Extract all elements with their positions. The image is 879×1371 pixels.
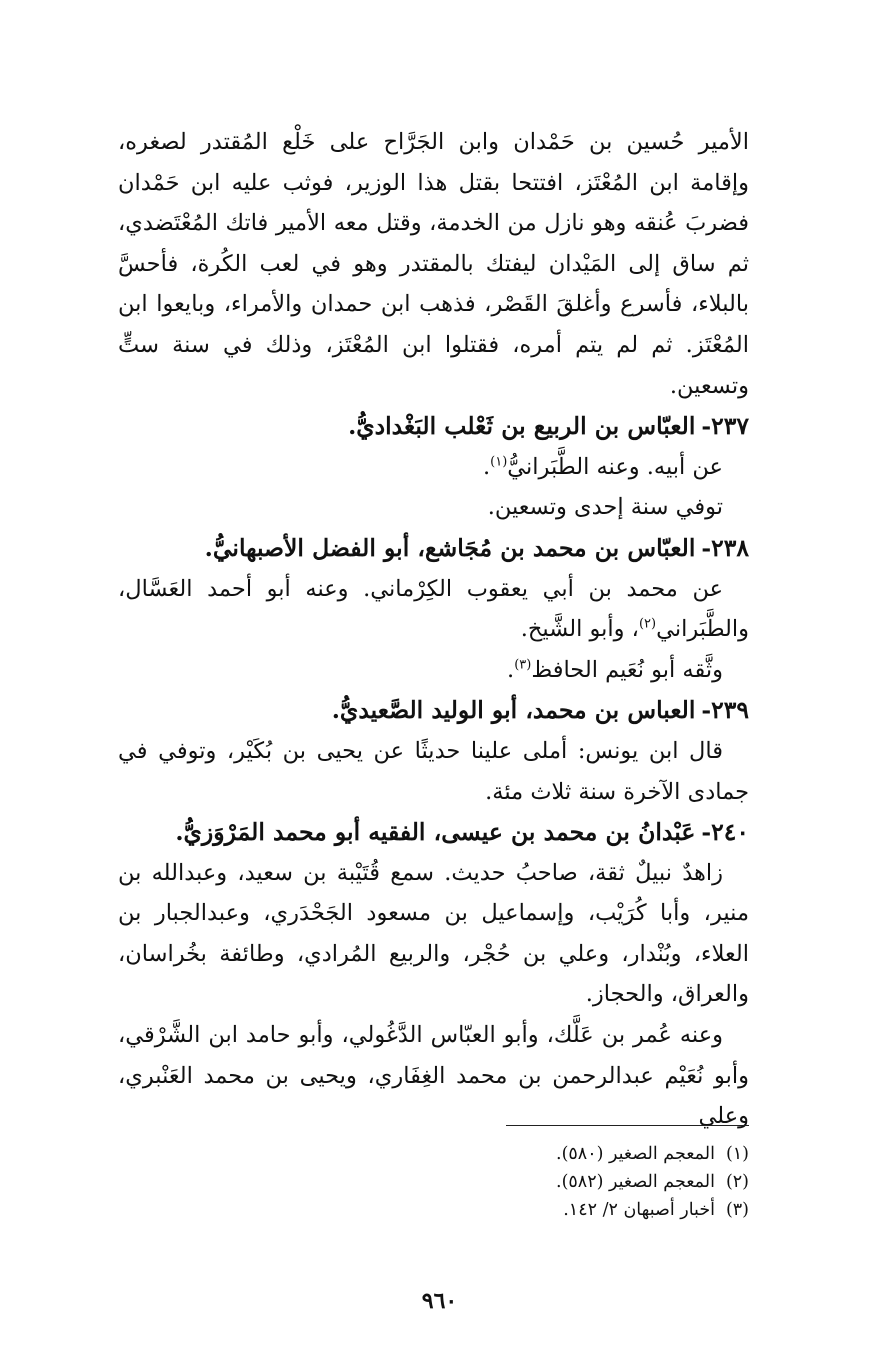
footnote-ref: (٣): [514, 657, 532, 673]
footnote: [289, 1168, 749, 1196]
paragraph: [118, 650, 749, 691]
paragraph-text: عن أبيه. وعنه الطَّبَرانيُّ: [507, 453, 723, 480]
entry-title: العباس بن محمد، أبو الوليد الصَّعيديُّ.: [331, 696, 696, 725]
paragraph: [118, 569, 749, 650]
footnote: [289, 1140, 749, 1168]
footnote-number: (٣): [725, 1200, 749, 1220]
footnote-number: (١): [725, 1144, 749, 1164]
footnote-number: (٢): [725, 1172, 749, 1192]
paragraph-text: الأمير حُسين بن حَمْدان وابن الجَرَّاح على خَلْع المُقتدر لصغره، وإقامة ابن المُعْتَز، افتتحا بقتل هذا الوزير، فوثب عليه ابن حَمْدان فضربَ عُنقه وهو نازل من الخدمة، وقتل معه الأمير فاتك المُعْتَضدي، ثم ساق إلى المَيْدان ليفتك بالمقتدر وهو في لعب الكُرة، فأحسَّ بالبلاء، فأسرع وأغلقَ القَصْر، فذهب ابن حمدان والأمراء، وبايعوا ابن المُعْتَز. ثم لم يتم أمره، فقتلوا ابن المُعْتَز، وذلك في سنة ستٍّ وتسعين.: [118, 129, 749, 399]
page-number: ٩٦٠: [421, 1288, 458, 1314]
entry-number: ٢٣٩-: [701, 696, 749, 725]
footnote-divider: [506, 1125, 749, 1126]
footnote-ref: (٢): [638, 616, 657, 632]
main-text: [118, 122, 749, 1137]
paragraph: [118, 1015, 749, 1137]
paragraph-text: قال ابن يونس: أملى علينا حديثًا عن يحيى بن بُكَيْر، وتوفي في جمادى الآخرة سنة ثلاث مئة.: [118, 737, 749, 805]
paragraph-text: عن محمد بن أبي يعقوب الكِرْماني. وعنه أبو أحمد العَسَّال، والطَّبَراني: [118, 575, 749, 643]
paragraph-text-tail: .: [482, 453, 491, 480]
entry-number: ٢٣٨-: [701, 533, 749, 562]
paragraph: [118, 853, 749, 1015]
footnote-text: المعجم الصغير (٥٨٠).: [556, 1144, 715, 1164]
entry-heading: [118, 812, 749, 853]
entry-number: ٢٣٧-: [701, 412, 749, 441]
paragraph-text: وعنه عُمر بن عَلَّك، وأبو العبّاس الدَّغُولي، وأبو حامد ابن الشَّرْقي، وأبو نُعَيْم عبدالرحمن بن محمد الغِفَاري، ويحيى بن محمد العَنْبري، وعلي: [118, 1022, 749, 1130]
paragraph-text: توفي سنة إحدى وتسعين.: [487, 494, 723, 521]
paragraph-text: وثَّقه أبو نُعَيم الحافظ: [531, 656, 723, 683]
footnotes: [289, 1140, 749, 1224]
entry-title: العبّاس بن محمد بن مُجَاشع، أبو الفضل الأصبهانيُّ.: [204, 533, 696, 562]
paragraph: [118, 487, 749, 528]
footnote-text: أخبار أصبهان ٢/ ١٤٢.: [563, 1200, 715, 1220]
entry-title: عَبْدانُ بن محمد بن عيسى، الفقيه أبو محمد المَرْوَزيُّ.: [175, 818, 696, 847]
paragraph-text-tail: ، وأبو الشَّيخ.: [520, 616, 639, 643]
entry-number: ٢٤٠-: [701, 818, 749, 847]
footnote-ref: (١): [490, 454, 508, 470]
paragraph: [118, 447, 749, 488]
entry-heading: [118, 406, 749, 447]
footnote: [289, 1196, 749, 1224]
paragraph: [118, 731, 749, 812]
entry-heading: [118, 528, 749, 569]
paragraph: [118, 122, 749, 406]
footnote-text: المعجم الصغير (٥٨٢).: [556, 1172, 715, 1192]
entry-heading: [118, 690, 749, 731]
paragraph-text-tail: .: [507, 656, 515, 683]
paragraph-text: زاهدٌ نبيلٌ ثقة، صاحبُ حديث. سمع قُتَيْبة بن سعيد، وعبدالله بن منير، وأبا كُرَيْب، وإسماعيل بن مسعود الجَحْدَري، وعبدالجبار بن العلاء، وبُنْدار، وعلي بن حُجْر، والربيع المُرادي، وطائفة بخُراسان، والعراق، والحجاز.: [118, 859, 749, 1008]
entry-title: العبّاس بن الربيع بن ثَعْلب البَغْداديُّ.: [348, 412, 696, 441]
